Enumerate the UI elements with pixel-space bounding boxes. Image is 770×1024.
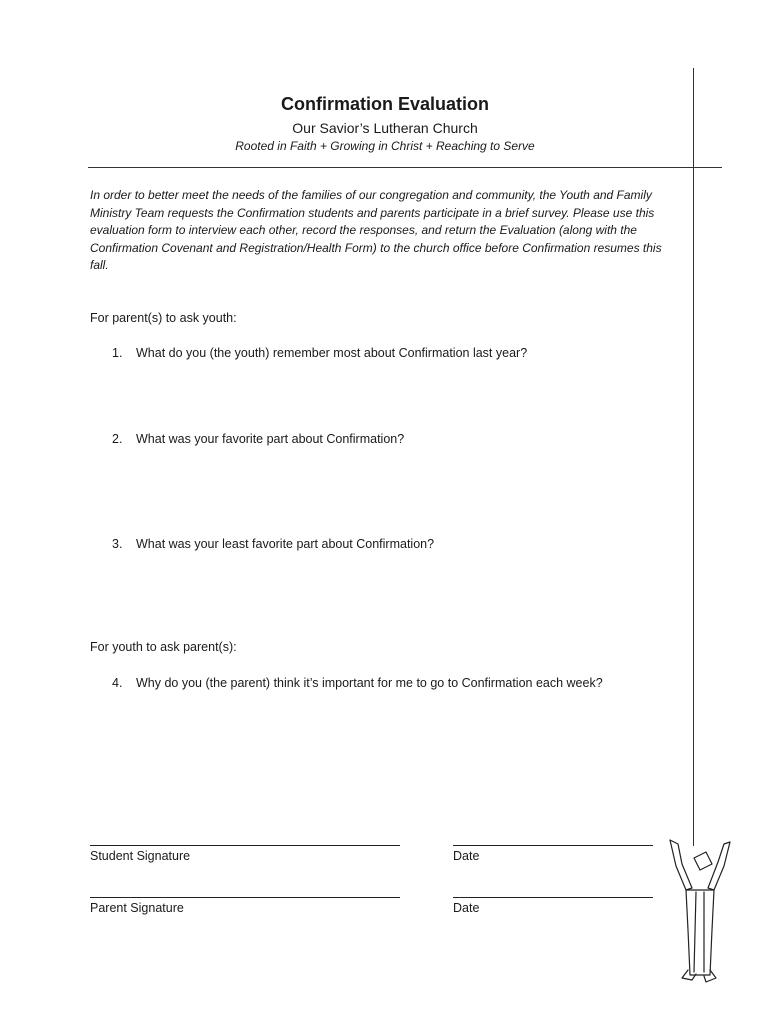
church-name: Our Savior’s Lutheran Church (292, 120, 478, 136)
section-label-youth: For youth to ask parent(s): (90, 640, 237, 654)
student-date-line[interactable] (453, 845, 653, 846)
question-text: What was your favorite part about Confirmation? (136, 432, 405, 446)
question-1 (112, 346, 527, 360)
question-text: What do you (the youth) remember most about Confirmation last year? (136, 346, 528, 360)
question-text: What was your least favorite part about Confirmation? (136, 537, 435, 551)
question-number: 3. (112, 537, 123, 551)
section-label-parents: For parent(s) to ask youth: (90, 311, 237, 325)
parent-date-label: Date (453, 901, 480, 915)
parent-date-line[interactable] (453, 897, 653, 898)
vertical-divider (693, 68, 694, 846)
question-number: 4. (112, 676, 123, 690)
page-title: Confirmation Evaluation (280, 94, 489, 114)
question-3 (112, 537, 434, 551)
intro-paragraph: In order to better meet the needs of the families of our congregation and community, the Youth and Family Ministry Team requests the Confirmation students and parents participate in a brief survey. Please use this evaluation form to interview each other, record the responses, and return the Evaluation (along with the Confirmation Covenant and Registration/Health Form) to the church office before Confirmation resumes this fall. (90, 188, 662, 272)
confirmation-figure-icon (660, 830, 740, 990)
student-signature-line[interactable] (90, 845, 400, 846)
student-signature-label: Student Signature (90, 849, 191, 863)
header-divider (88, 167, 722, 168)
question-number: 2. (112, 432, 123, 446)
question-text: Why do you (the parent) think it’s important for me to go to Confirmation each week? (136, 676, 603, 690)
question-4 (112, 676, 603, 690)
tagline: Rooted in Faith + Growing in Christ + Reaching to Serve (235, 139, 535, 153)
student-date-label: Date (453, 849, 480, 863)
parent-signature-label: Parent Signature (90, 901, 184, 915)
question-number: 1. (112, 346, 123, 360)
question-2 (112, 432, 404, 446)
parent-signature-line[interactable] (90, 897, 400, 898)
